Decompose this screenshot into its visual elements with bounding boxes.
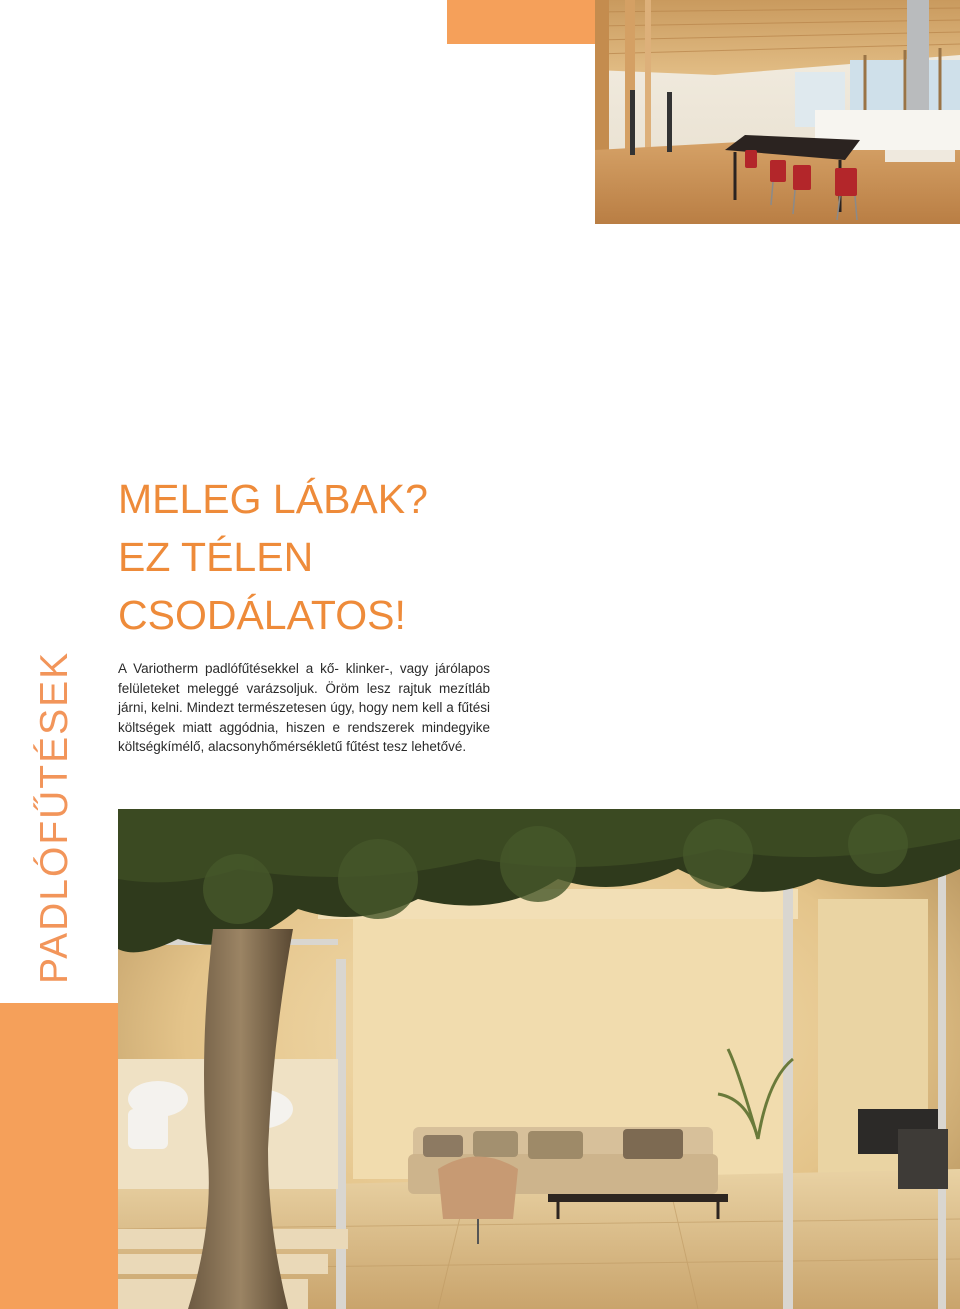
headline: [118, 470, 428, 644]
headline-line-1: MELEG LÁBAK?: [118, 476, 428, 522]
headline-line-3: CSODÁLATOS!: [118, 592, 406, 638]
orange-accent-block-left: [0, 1003, 118, 1309]
living-room-photo: [118, 809, 960, 1309]
side-section-label: PADLÓFŰTÉSEK: [33, 650, 76, 984]
headline-line-2: EZ TÉLEN: [118, 534, 314, 580]
dining-room-photo: [595, 0, 960, 224]
body-paragraph: A Variotherm padlófűtésekkel a kő- klinker-, vagy járólapos felületeket meleggé varázsoljuk. Öröm lesz rajtuk mezítláb járni, kelni. Mindezt természetesen úgy, hogy nem kell a fűtési költségek miatt aggódnia, hiszen e rendszerek mindegyike költségkímélő, alacsonyhőmérsékletű fűtést tesz lehetővé.: [118, 661, 490, 754]
orange-accent-block-top: [447, 0, 595, 44]
